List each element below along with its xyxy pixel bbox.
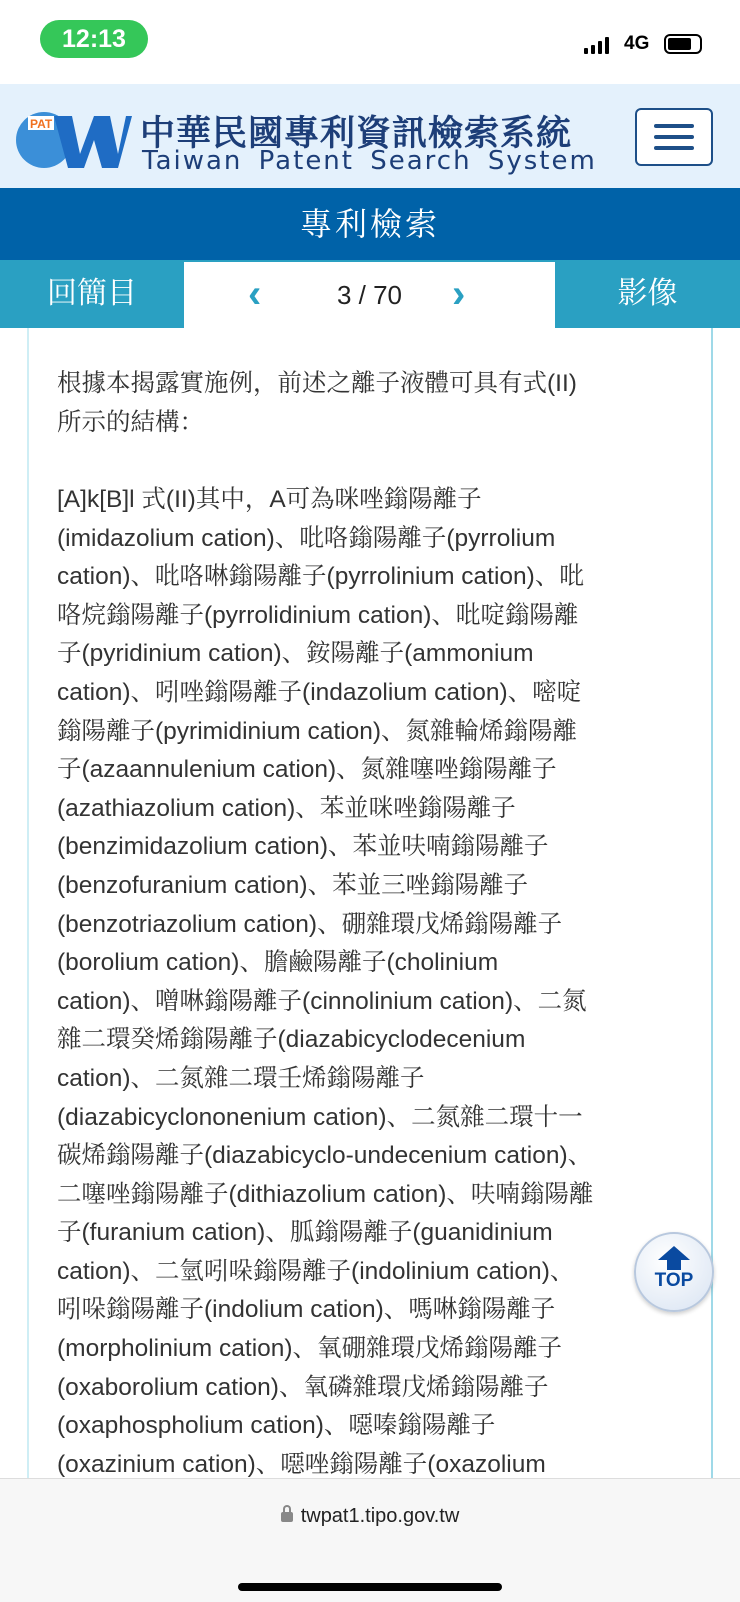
text-line: (oxazinium cation)、噁唑鎓陽離子(oxazolium: [57, 1450, 546, 1478]
text-line: 所示的結構：: [57, 408, 204, 436]
tpss-logo[interactable]: [14, 104, 132, 170]
text-line: 碳烯鎓陽離子(diazabicyclo-undecenium cation)、: [57, 1142, 593, 1170]
text-line: (azathiazolium cation)、苯並咪唑鎓陽離子: [57, 794, 516, 822]
site-header: [0, 84, 740, 188]
patent-description: [27, 328, 713, 1478]
intro-paragraph: [57, 365, 577, 442]
chevron-right-icon[interactable]: ›: [452, 272, 466, 316]
text-line: 根據本揭露實施例，前述之離子液體可具有式(II): [57, 370, 577, 397]
svg-text:PAT: PAT: [30, 117, 53, 131]
text-line: [A]k[B]l 式(II)其中，A可為咪唑鎓陽離子: [57, 486, 482, 513]
page-indicator: 3 / 70: [336, 280, 403, 310]
text-line: (oxaphospholium cation)、噁嗪鎓陽離子: [57, 1412, 496, 1440]
text-line: (oxaborolium cation)、氧磷雜環戊烯鎓陽離子: [57, 1373, 549, 1401]
text-line: 二噻唑鎓陽離子(dithiazolium cation)、呋喃鎓陽離: [57, 1180, 594, 1208]
text-line: (diazabicyclononenium cation)、二氮雜二環十一: [57, 1103, 583, 1131]
battery-icon: [664, 34, 702, 54]
home-indicator[interactable]: [238, 1583, 502, 1591]
browser-bar: [0, 1478, 740, 1602]
text-line: cation)、二氮雜二環壬烯鎓陽離子: [57, 1064, 425, 1092]
text-line: (benzotriazolium cation)、硼雜環戊烯鎓陽離子: [57, 910, 563, 938]
status-bar: [0, 0, 740, 84]
body-paragraph: [57, 481, 593, 1478]
text-line: (borolium cation)、膽鹼陽離子(cholinium: [57, 949, 499, 977]
text-line: 子(furanium cation)、胍鎓陽離子(guanidinium: [57, 1219, 553, 1247]
image-button[interactable]: 影像: [617, 277, 678, 310]
arrow-up-icon: [658, 1246, 690, 1260]
pager: [184, 262, 555, 328]
text-line: 子(pyridinium cation)、銨陽離子(ammonium: [57, 640, 534, 668]
chevron-left-icon[interactable]: ‹: [248, 272, 262, 316]
top-label: TOP: [654, 1270, 694, 1291]
text-line: 雜二環癸烯鎓陽離子(diazabicyclodecenium: [57, 1026, 526, 1054]
text-line: (benzofuranium cation)、苯並三唑鎓陽離子: [57, 871, 529, 899]
result-nav: [0, 260, 740, 328]
clock: 12:13: [40, 20, 148, 58]
text-line: 鎓陽離子(pyrimidinium cation)、氮雜輪烯鎓陽離: [57, 717, 578, 745]
text-line: (imidazolium cation)、吡咯鎓陽離子(pyrrolium: [57, 524, 556, 552]
text-line: cation)、吡咯啉鎓陽離子(pyrrolinium cation)、吡: [57, 563, 584, 591]
site-title-zh: 中華民國專利資訊檢索系統: [140, 114, 573, 153]
text-line: cation)、吲唑鎓陽離子(indazolium cation)、嘧啶: [57, 678, 582, 706]
url-bar[interactable]: [0, 1505, 740, 1528]
back-to-top-button[interactable]: [634, 1232, 714, 1312]
lock-icon: [281, 1512, 293, 1522]
url-text: twpat1.tipo.gov.tw: [300, 1505, 460, 1527]
signal-icon: [584, 36, 609, 54]
site-title-en: Taiwan Patent Search System: [142, 146, 597, 176]
page-title: 專利檢索: [0, 188, 740, 260]
text-line: 咯烷鎓陽離子(pyrrolidinium cation)、吡啶鎓陽離: [57, 601, 579, 629]
text-line: cation)、噌啉鎓陽離子(cinnolinium cation)、二氮: [57, 987, 587, 1015]
back-to-list-button[interactable]: 回簡目: [47, 277, 137, 310]
text-line: (morpholinium cation)、氧硼雜環戊烯鎓陽離子: [57, 1335, 563, 1363]
text-line: 吲哚鎓陽離子(indolium cation)、嗎啉鎓陽離子: [57, 1296, 556, 1324]
network-type: 4G: [624, 33, 650, 54]
text-line: 子(azaannulenium cation)、氮雜噻唑鎓陽離子: [57, 756, 557, 784]
text-line: (benzimidazolium cation)、苯並呋喃鎓陽離子: [57, 833, 549, 861]
text-line: cation)、二氫吲哚鎓陽離子(indolinium cation)、: [57, 1257, 575, 1285]
hamburger-menu-button[interactable]: [635, 108, 713, 166]
